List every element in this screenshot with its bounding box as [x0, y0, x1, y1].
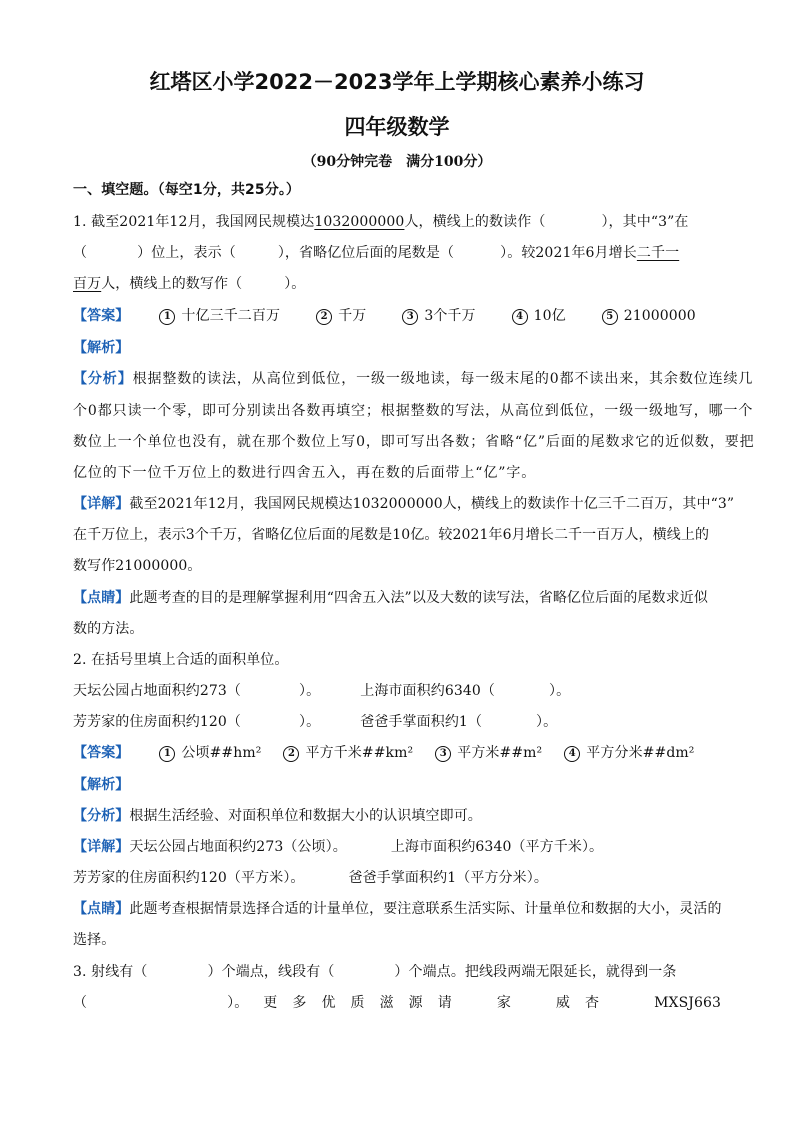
circled-number-3: 3: [435, 746, 451, 762]
exam-note: （90分钟完卷 满分100分）: [302, 154, 492, 170]
q2-detail-2: 芳芳家的住房面积约120（平方米）。 爸爸手掌面积约1（平方分米）。: [73, 870, 548, 886]
circled-number-2: 2: [316, 309, 332, 325]
circled-number-4: 4: [564, 746, 580, 762]
q1-text: 1. 截至2021年12月，我国网民规模达: [73, 214, 315, 230]
q2-analysis-tag: 【解析】: [73, 777, 130, 793]
q1-text: ），省略亿位后面的尾数是（: [277, 245, 455, 261]
circled-number-3: 3: [402, 309, 418, 325]
q1-answer-3: 3 3个千万: [402, 306, 475, 326]
exam-title: 红塔区小学2022－2023学年上学期核心素养小练习: [149, 70, 645, 94]
q1-fenxi-2: 个0都只读一个零，即可分别读出各数再填空；根据整数的写法，从高位到低位，一级一级地写，哪一个: [73, 403, 754, 419]
q1-underlined-text: 百万: [73, 276, 102, 292]
q1-underlined-number: 1032000000: [314, 214, 405, 230]
q1-fenxi-1: 【分析】根据整数的读法，从高位到低位，一级一级地读，每一级末尾的0都不读出来，其余数位连续几: [73, 371, 754, 387]
q1-fenxi-4: 亿位的下一位千万位上的数进行四舍五入，再在数的后面带上“亿”字。: [73, 465, 537, 481]
q1-underlined-text: 二千一: [636, 245, 680, 261]
q2-answer-2: 2 平方千米##km²: [283, 743, 413, 763]
answer-tag: 【答案】: [73, 745, 130, 761]
circled-number-1: 1: [159, 309, 175, 325]
circled-number-2: 2: [283, 746, 299, 762]
q1-answer-5: 5 21000000: [602, 306, 696, 326]
exam-subtitle: 四年级数学: [344, 115, 450, 139]
q1-comment-2: 数的方法。: [73, 621, 144, 637]
q1-text: （: [73, 245, 88, 261]
q1-text: 人，横线上的数读作（: [404, 214, 546, 230]
q2-answer-4: 4 平方分米##dm²: [564, 743, 694, 763]
q1-text: ）位上，表示（: [137, 245, 236, 261]
q1-fenxi-3: 数位上一个单位也没有，就在那个数位上写0，即可写出各数；省略“亿”后面的尾数求它的近似数，要把: [73, 434, 755, 450]
q1-comment-1: 【点睛】此题考查的目的是理解掌握利用“四舍五入法”以及大数的读写法，省略亿位后面的尾数求近似: [73, 590, 708, 606]
q1-answer-1: 1 十亿三千二百万: [159, 306, 280, 326]
q1-line-2: [73, 243, 723, 263]
q2-comment-1: 【点睛】此题考查根据情景选择合适的计量单位，要注意联系生活实际、计量单位和数据的大小，灵活的: [73, 901, 722, 917]
q1-text: 人，横线上的数写作（: [101, 276, 243, 292]
q2-detail-1: 【详解】天坛公园占地面积约273（公顷）。 上海市面积约6340（平方千米）。: [73, 839, 604, 855]
circled-number-4: 4: [512, 309, 528, 325]
answer-tag: 【答案】: [73, 308, 130, 324]
q2-line-1: 天坛公园占地面积约273（ ）。 上海市面积约6340（ ）。: [73, 683, 571, 699]
circled-number-1: 1: [159, 746, 175, 762]
q1-detail-1: 【详解】截至2021年12月，我国网民规模达1032000000人，横线上的数读作十亿三千二百万，其中“3”: [73, 496, 735, 512]
q1-line-3: [73, 274, 723, 294]
q3-line-1: 3. 射线有（ ）个端点，线段有（ ）个端点。把线段两端无限延长，就得到一条: [73, 964, 677, 980]
circled-number-5: 5: [602, 309, 618, 325]
q1-detail-2: 在千万位上，表示3个千万，省略亿位后面的尾数是10亿。较2021年6月增长二千一百万人，横线上的: [73, 527, 710, 543]
q1-detail-3: 数写作21000000。: [73, 558, 202, 574]
q2-line-2: 芳芳家的住房面积约120（ ）。 爸爸手掌面积约1（ ）。: [73, 714, 558, 730]
q3-line-2: （ ）。 更 多 优 质 滋 源 请 家 威 杏 MXSJ663: [73, 995, 721, 1011]
q2-answer-1: 1 公顷##hm²: [159, 743, 261, 763]
q1-answer-2: 2 千万: [316, 306, 366, 326]
q1-text: ）。: [284, 276, 306, 292]
q2-answer-line: [73, 743, 723, 763]
q1-text: ），其中“3”在: [601, 214, 689, 230]
q1-text: ）。较2021年6月增长: [500, 245, 637, 261]
q2-comment-2: 选择。: [73, 932, 116, 948]
section-heading: 一、填空题。（每空1分，共25分。）: [73, 182, 301, 198]
q1-answer-4: 4 10亿: [512, 306, 566, 326]
q1-answer-line: [73, 306, 723, 326]
q1-line-1: [73, 212, 723, 232]
q2-fenxi: 【分析】根据生活经验、对面积单位和数据大小的认识填空即可。: [73, 808, 482, 824]
q2-stem: 2. 在括号里填上合适的面积单位。: [73, 652, 289, 668]
q1-analysis-tag: 【解析】: [73, 340, 130, 356]
q2-answer-3: 3 平方米##m²: [435, 743, 542, 763]
